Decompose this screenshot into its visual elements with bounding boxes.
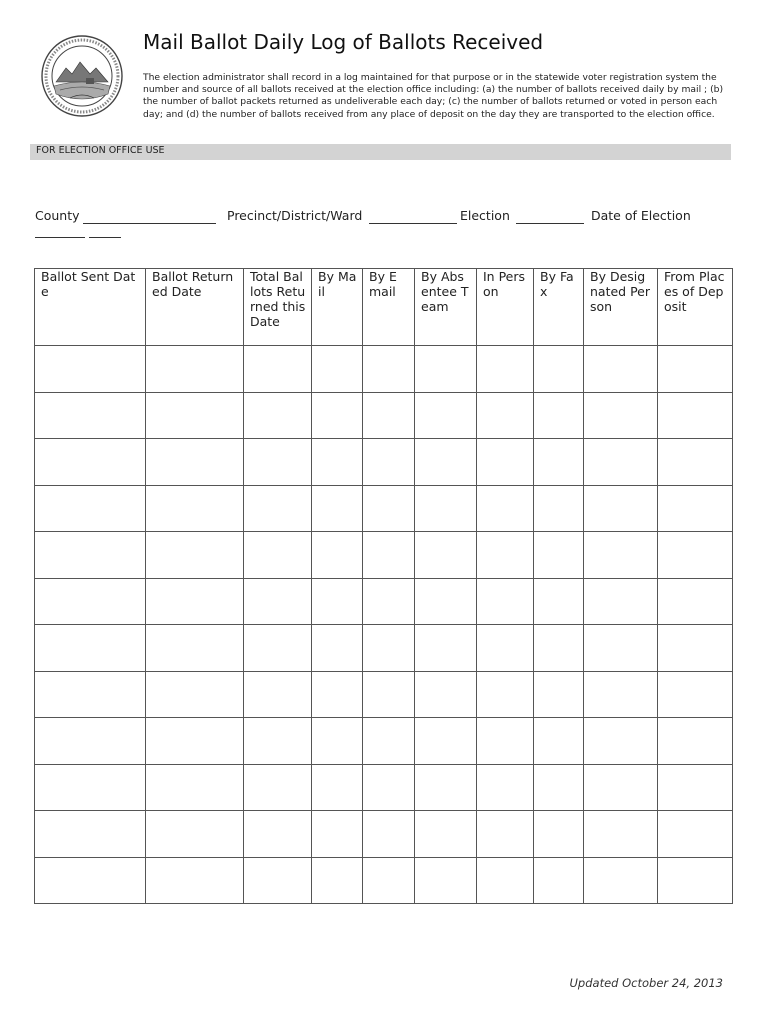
ballot-log-table: [34, 268, 733, 904]
table-row: [35, 764, 733, 811]
table-cell[interactable]: [415, 485, 477, 532]
column-header: By Mail: [312, 269, 363, 346]
table-cell[interactable]: [534, 392, 584, 439]
table-cell[interactable]: [146, 578, 244, 625]
table-cell[interactable]: [146, 671, 244, 718]
table-cell[interactable]: [312, 718, 363, 765]
table-cell[interactable]: [35, 718, 146, 765]
table-cell[interactable]: [658, 485, 733, 532]
election-label: Election: [460, 208, 510, 223]
table-cell[interactable]: [534, 578, 584, 625]
table-cell[interactable]: [584, 857, 658, 904]
precinct-label: Precinct/District/Ward: [227, 208, 363, 223]
table-cell[interactable]: [146, 811, 244, 858]
table-cell[interactable]: [35, 392, 146, 439]
table-cell[interactable]: [244, 671, 312, 718]
table-cell[interactable]: [415, 857, 477, 904]
table-cell[interactable]: [584, 625, 658, 672]
table-cell[interactable]: [35, 439, 146, 486]
table-cell[interactable]: [415, 392, 477, 439]
table-cell[interactable]: [658, 578, 733, 625]
table-cell[interactable]: [244, 764, 312, 811]
table-cell[interactable]: [415, 764, 477, 811]
table-cell[interactable]: [244, 811, 312, 858]
table-cell[interactable]: [658, 346, 733, 393]
table-cell[interactable]: [415, 578, 477, 625]
updated-date: Updated October 24, 2013: [569, 976, 723, 990]
table-cell[interactable]: [363, 532, 415, 579]
table-cell[interactable]: [312, 764, 363, 811]
table-row: [35, 485, 733, 532]
table-cell[interactable]: [146, 485, 244, 532]
table-cell[interactable]: [658, 439, 733, 486]
table-cell[interactable]: [534, 532, 584, 579]
table-cell[interactable]: [312, 392, 363, 439]
table-cell[interactable]: [312, 578, 363, 625]
table-header-row: [35, 269, 733, 346]
table-cell[interactable]: [146, 439, 244, 486]
table-cell[interactable]: [534, 485, 584, 532]
table-cell[interactable]: [477, 857, 534, 904]
table-cell[interactable]: [244, 718, 312, 765]
table-cell[interactable]: [658, 625, 733, 672]
table-cell[interactable]: [584, 764, 658, 811]
column-header: Total Ballots Returned this Date: [244, 269, 312, 346]
table-cell[interactable]: [415, 532, 477, 579]
table-cell[interactable]: [363, 346, 415, 393]
table-cell[interactable]: [363, 764, 415, 811]
table-cell[interactable]: [534, 764, 584, 811]
table-cell[interactable]: [584, 671, 658, 718]
table-cell[interactable]: [534, 439, 584, 486]
column-header: Ballot Returned Date: [146, 269, 244, 346]
table-cell[interactable]: [312, 532, 363, 579]
date-of-election-field-b[interactable]: [89, 237, 121, 238]
table-cell[interactable]: [477, 764, 534, 811]
table-row: [35, 532, 733, 579]
table-cell[interactable]: [534, 857, 584, 904]
table-cell[interactable]: [363, 439, 415, 486]
column-header: By Fax: [534, 269, 584, 346]
date-of-election-label: Date of Election: [591, 208, 691, 223]
table-cell[interactable]: [477, 718, 534, 765]
table-cell[interactable]: [658, 392, 733, 439]
table-cell[interactable]: [363, 625, 415, 672]
table-cell[interactable]: [312, 625, 363, 672]
table-row: [35, 346, 733, 393]
table-cell[interactable]: [244, 439, 312, 486]
table-cell[interactable]: [584, 532, 658, 579]
table-cell[interactable]: [146, 392, 244, 439]
table-cell[interactable]: [35, 485, 146, 532]
table-cell[interactable]: [584, 578, 658, 625]
table-cell[interactable]: [584, 485, 658, 532]
table-row: [35, 811, 733, 858]
table-cell[interactable]: [658, 764, 733, 811]
table-cell[interactable]: [534, 625, 584, 672]
table-cell[interactable]: [658, 857, 733, 904]
table-cell[interactable]: [477, 485, 534, 532]
column-header: In Person: [477, 269, 534, 346]
table-cell[interactable]: [146, 718, 244, 765]
table-cell[interactable]: [35, 346, 146, 393]
column-header: Ballot Sent Date: [35, 269, 146, 346]
table-cell[interactable]: [477, 625, 534, 672]
table-cell[interactable]: [363, 485, 415, 532]
table-cell[interactable]: [244, 485, 312, 532]
table-cell[interactable]: [35, 764, 146, 811]
table-cell[interactable]: [477, 392, 534, 439]
table-cell[interactable]: [146, 857, 244, 904]
table-cell[interactable]: [658, 671, 733, 718]
date-of-election-field-a[interactable]: [35, 237, 85, 238]
table-cell[interactable]: [35, 671, 146, 718]
table-cell[interactable]: [35, 811, 146, 858]
table-cell[interactable]: [363, 671, 415, 718]
table-cell[interactable]: [658, 532, 733, 579]
table-cell[interactable]: [534, 811, 584, 858]
table-cell[interactable]: [363, 811, 415, 858]
table-cell[interactable]: [584, 811, 658, 858]
table-cell[interactable]: [415, 625, 477, 672]
table-cell[interactable]: [415, 718, 477, 765]
table-cell[interactable]: [534, 346, 584, 393]
table-cell[interactable]: [584, 392, 658, 439]
table-cell[interactable]: [363, 857, 415, 904]
table-row: [35, 578, 733, 625]
table-cell[interactable]: [415, 811, 477, 858]
table-row: [35, 392, 733, 439]
table-cell[interactable]: [312, 671, 363, 718]
column-header: By Absentee Team: [415, 269, 477, 346]
table-cell[interactable]: [244, 857, 312, 904]
election-field[interactable]: [516, 223, 584, 224]
table-cell[interactable]: [584, 346, 658, 393]
table-cell[interactable]: [534, 718, 584, 765]
state-seal-icon: [40, 34, 124, 118]
table-cell[interactable]: [312, 485, 363, 532]
table-row: [35, 718, 733, 765]
office-use-label: FOR ELECTION OFFICE USE: [36, 145, 165, 156]
intro-paragraph: The election administrator shall record in a log maintained for that purpose or in the statewide voter registration system the number and source of all ballots received at the election office including: (a) the number of ballots received daily by mail ; (b) the number of ballot packets returned as undeliverable each day; (c) the number of ballots returned or voted in person each day; and (d) the number of ballots received from any place of deposit on the day they are transported to the election office.: [143, 72, 724, 120]
table-cell[interactable]: [312, 811, 363, 858]
header-fields: [35, 208, 735, 248]
table-cell[interactable]: [584, 439, 658, 486]
table-cell[interactable]: [146, 625, 244, 672]
table-cell[interactable]: [363, 718, 415, 765]
table-cell[interactable]: [658, 718, 733, 765]
table-cell[interactable]: [363, 392, 415, 439]
column-header: By Designated Person: [584, 269, 658, 346]
county-label: County: [35, 208, 80, 223]
page-title: Mail Ballot Daily Log of Ballots Received: [143, 30, 544, 54]
table-cell[interactable]: [312, 439, 363, 486]
table-body: [35, 346, 733, 904]
table-cell[interactable]: [477, 439, 534, 486]
table-cell[interactable]: [415, 439, 477, 486]
table-cell[interactable]: [244, 625, 312, 672]
table-cell[interactable]: [477, 671, 534, 718]
table-cell[interactable]: [363, 578, 415, 625]
table-cell[interactable]: [244, 346, 312, 393]
table-cell[interactable]: [658, 811, 733, 858]
office-use-bar: [30, 144, 731, 160]
table-cell[interactable]: [35, 578, 146, 625]
table-cell[interactable]: [35, 625, 146, 672]
table-cell[interactable]: [146, 764, 244, 811]
table-cell[interactable]: [477, 578, 534, 625]
table-cell[interactable]: [244, 392, 312, 439]
table-cell[interactable]: [244, 532, 312, 579]
table-row: [35, 439, 733, 486]
county-field[interactable]: [83, 223, 216, 224]
table-cell[interactable]: [35, 532, 146, 579]
table-row: [35, 625, 733, 672]
table-cell[interactable]: [415, 671, 477, 718]
column-header: By Email: [363, 269, 415, 346]
table-cell[interactable]: [35, 857, 146, 904]
column-header: From Places of Deposit: [658, 269, 733, 346]
table-cell[interactable]: [534, 671, 584, 718]
table-row: [35, 857, 733, 904]
table-cell[interactable]: [415, 346, 477, 393]
table-cell[interactable]: [584, 718, 658, 765]
table-cell[interactable]: [146, 532, 244, 579]
table-cell[interactable]: [477, 532, 534, 579]
precinct-field[interactable]: [369, 223, 457, 224]
table-cell[interactable]: [312, 346, 363, 393]
table-cell[interactable]: [477, 811, 534, 858]
table-cell[interactable]: [244, 578, 312, 625]
table-row: [35, 671, 733, 718]
table-cell[interactable]: [312, 857, 363, 904]
table-cell[interactable]: [477, 346, 534, 393]
table-cell[interactable]: [146, 346, 244, 393]
